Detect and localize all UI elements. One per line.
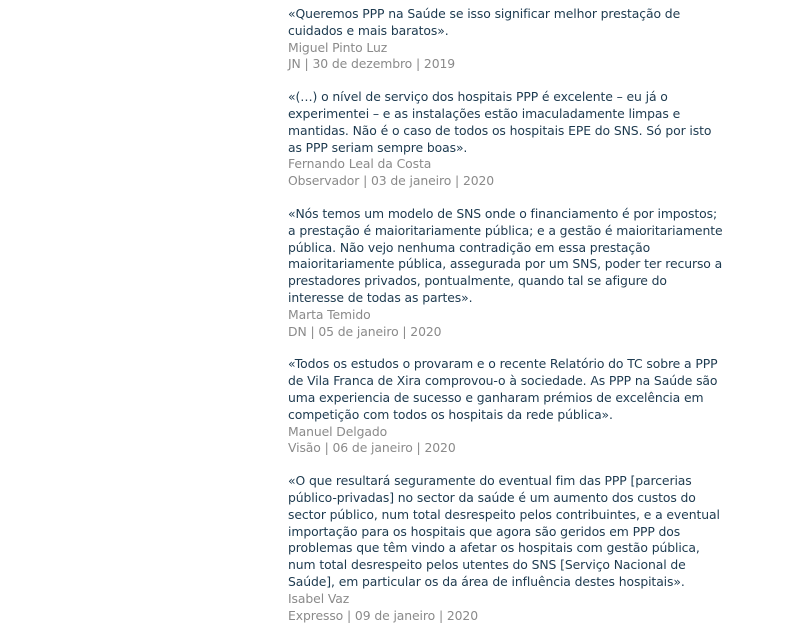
quote-item (288, 206, 724, 340)
quote-author: Miguel Pinto Luz (288, 39, 388, 55)
quote-source: Expresso | 09 de janeiro | 2020 (288, 607, 478, 623)
quote-item (288, 89, 724, 190)
quote-text: «Nós temos um modelo de SNS onde o financiamento é por impostos; a prestação é maioritariamente pública; e a gestão é maioritariamente pública. Não vejo nenhuma contradição em essa prestação maioritariamente pública, assegurada por um SNS, poder ter recurso a prestadores privados, pontualmente, quando tal se afigure do interesse de todas as partes». (288, 205, 723, 305)
quote-author: Fernando Leal da Costa (288, 156, 432, 172)
quote-text: «(…) o nível de serviço dos hospitais PPP é excelente – eu já o experimentei – e as instalações estão imaculadamente limpas e mantidas. Não é o caso de todos os hospitais EPE do SNS. Só por isto as PPP seriam sempre boas». (288, 89, 712, 155)
quote-source: Visão | 06 de janeiro | 2020 (288, 440, 456, 456)
quote-item (288, 473, 724, 624)
quote-text: «Todos os estudos o provaram e o recente Relatório do TC sobre a PPP de Vila Franca de Xira comprovou-o à sociedade. As PPP na Saúde são uma experiencia de sucesso e ganharam prémios de excelência em competição com todos os hospitais da rede pública». (288, 356, 718, 422)
quote-author: Marta Temido (288, 306, 371, 322)
quote-item (288, 356, 724, 457)
quote-author: Isabel Vaz (288, 590, 350, 606)
quote-source: Observador | 03 de janeiro | 2020 (288, 173, 495, 189)
quote-source: DN | 05 de janeiro | 2020 (288, 323, 442, 339)
quote-item (288, 6, 724, 73)
quote-source: JN | 30 de dezembro | 2019 (288, 56, 456, 72)
quotes-list (288, 6, 724, 640)
quote-text: «O que resultará seguramente do eventual fim das PPP [parcerias público-privadas] no sector da saúde é um aumento dos custos do sector público, num total desrespeito pelos contribuintes, e a eventual importação para os hospitais que agora são geridos em PPP dos problemas que têm vindo a afetar os hospitais com gestão pública, num total desrespeito pelos utentes do SNS [Serviço Nacional de Saúde], em particular os da área de influência destes hospitais». (288, 473, 720, 589)
quote-text: «Queremos PPP na Saúde se isso significar melhor prestação de cuidados e mais baratos». (288, 6, 681, 38)
quote-author: Manuel Delgado (288, 423, 388, 439)
